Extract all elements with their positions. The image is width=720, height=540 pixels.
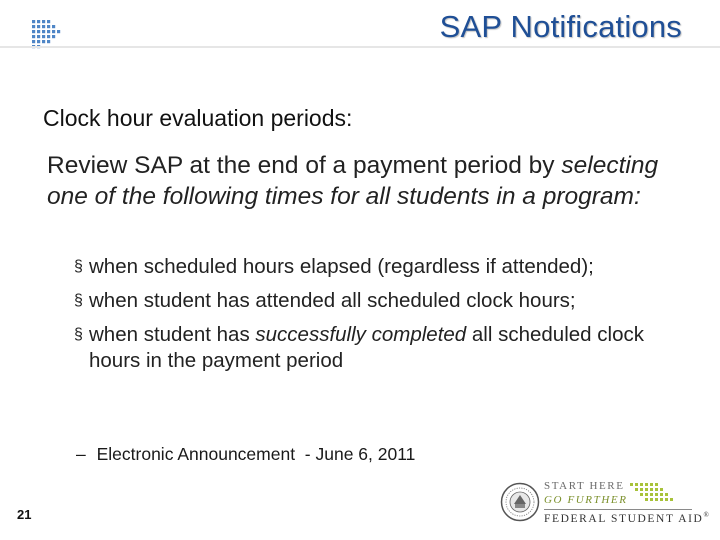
- fsa-line-1: START HERE: [544, 480, 625, 492]
- fsa-line-3: [544, 511, 710, 525]
- section-sign-icon: §: [74, 292, 83, 309]
- page-number: 21: [17, 507, 32, 522]
- fsa-line-3-text: FEDERAL STUDENT AID: [544, 512, 704, 525]
- announcement-text: Electronic Announcement - June 6, 2011: [96, 444, 416, 464]
- bullet-text-italic: successfully completed: [255, 323, 467, 346]
- section-sign-icon: §: [74, 258, 83, 275]
- bullet-list: [74, 254, 694, 382]
- fsa-wordmark: [544, 478, 711, 528]
- department-of-education-seal-icon: [500, 482, 540, 522]
- intro-italic-text: selecting one of the following times for all students in a program:: [47, 152, 659, 210]
- bullet-text-after: all scheduled clock hours in the payment period: [89, 323, 644, 372]
- intro-paragraph: [47, 150, 697, 212]
- intro-plain-text: Review SAP at the end of a payment period by: [47, 152, 555, 179]
- list-item: [74, 288, 694, 314]
- fsa-divider: [544, 509, 692, 510]
- section-heading: Clock hour evaluation periods:: [43, 105, 353, 131]
- announcement: [76, 444, 415, 465]
- bullet-text-before: when student has: [89, 323, 256, 346]
- list-item: [74, 322, 694, 374]
- federal-student-aid-logo: [500, 478, 711, 528]
- bullet-text: when student has attended all scheduled clock hours;: [89, 289, 576, 312]
- fsa-line-2: GO FURTHER: [544, 494, 628, 506]
- section-sign-icon: §: [74, 326, 83, 343]
- bullet-text: when scheduled hours elapsed (regardless if attended);: [89, 255, 594, 278]
- title-divider: [0, 46, 720, 48]
- announcement-dash: –: [76, 444, 86, 464]
- fsa-trademark: ®: [703, 511, 711, 519]
- dot-pattern-icon: [628, 481, 692, 507]
- slide-title: SAP Notifications: [439, 9, 682, 44]
- list-item: [74, 254, 694, 280]
